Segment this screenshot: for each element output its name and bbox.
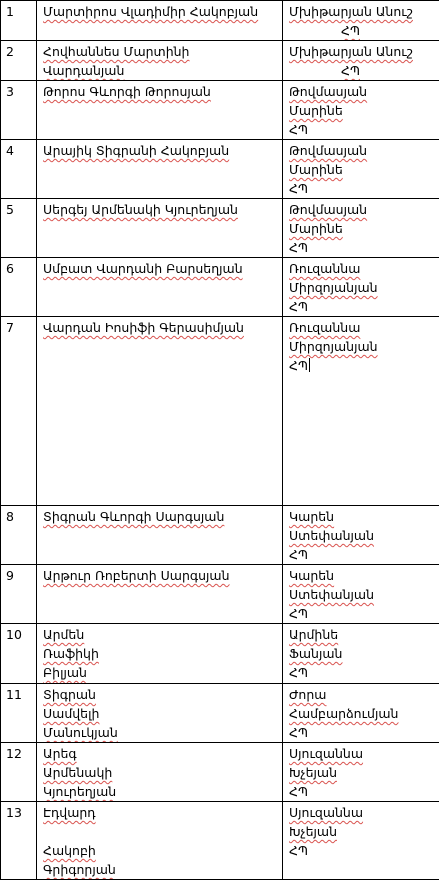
table-row [1, 506, 439, 565]
student-name-line: Արայիկ Տիգրանի Հակոբյան [43, 143, 229, 158]
student-name-line: Հակոբի [43, 843, 96, 858]
teacher-cell[interactable] [283, 258, 439, 317]
row-number: 4 [6, 141, 30, 160]
row-number: 10 [6, 625, 30, 644]
teacher-name-line: ՀՊ [289, 843, 308, 858]
student-name-cell[interactable] [37, 199, 283, 258]
row-number-cell [1, 258, 37, 317]
teacher-name-line: Ստեփանյան [289, 528, 374, 543]
student-name-cell[interactable] [37, 802, 283, 880]
table-row [1, 1, 439, 41]
table-row [1, 258, 439, 317]
table-row [1, 684, 439, 743]
teacher-name-line: Թովմասյան [289, 202, 367, 217]
row-number: 6 [6, 259, 30, 278]
row-number-cell [1, 802, 37, 880]
row-number-cell [1, 199, 37, 258]
table-row [1, 802, 439, 880]
student-name-line: Կյուրեղյան [43, 784, 116, 799]
teacher-name-line: Ռուզաննա [289, 320, 360, 335]
teacher-cell[interactable] [283, 317, 439, 506]
row-number: 11 [6, 685, 30, 704]
teacher-cell[interactable] [283, 684, 439, 743]
table-row [1, 41, 439, 81]
student-name-line: Արմենակի [43, 765, 112, 780]
teacher-name-line: ՀՊ [289, 547, 308, 562]
table-row [1, 317, 439, 506]
student-name-line: Արեգ [43, 746, 77, 761]
teacher-name-line: ՀՊ [289, 358, 308, 373]
row-number-cell [1, 743, 37, 802]
table-row [1, 565, 439, 624]
teacher-name-line: Մարինե [289, 221, 343, 236]
teacher-cell[interactable] [283, 81, 439, 140]
table-row [1, 743, 439, 802]
student-name-cell[interactable] [37, 81, 283, 140]
teacher-name-line: ՀՊ [289, 181, 308, 196]
text-caret [309, 358, 310, 372]
student-name-line: Տիգրան Գևորգի Սարգսյան [43, 509, 224, 524]
row-number: 3 [6, 82, 30, 101]
teacher-name-line: ՀՊ [289, 240, 308, 255]
teacher-name-line: ՀՊ [289, 122, 308, 137]
student-name-line: Արմեն [43, 627, 84, 642]
student-name-cell[interactable] [37, 258, 283, 317]
teacher-name-line: Մարինե [289, 162, 343, 177]
teacher-cell[interactable] [283, 565, 439, 624]
row-number: 12 [6, 744, 30, 763]
student-name-line: Արթուր Ռոբերտի Սարգսյան [43, 568, 230, 583]
student-name-cell[interactable] [37, 565, 283, 624]
row-number-cell [1, 140, 37, 199]
teacher-name-line: Թովմասյան [289, 143, 367, 158]
teacher-name-line: Կարեն [289, 509, 334, 524]
row-number-cell [1, 41, 37, 81]
row-number-cell [1, 317, 37, 506]
teacher-name-line: ՀՊ [289, 665, 308, 680]
teacher-name-line: Մարինե [289, 103, 343, 118]
student-name-line: Մանուկյան [43, 725, 118, 740]
student-name-line: Մարտիրոս Վլադիմիր Հակոբյան [43, 4, 258, 19]
teacher-cell[interactable] [283, 41, 439, 81]
row-number-cell [1, 624, 37, 684]
student-name-line: Ռաֆիկի [43, 646, 99, 661]
student-name-cell[interactable] [37, 41, 283, 81]
row-number: 8 [6, 507, 30, 526]
teacher-name-line: Խչեյան [289, 765, 337, 780]
teacher-cell[interactable] [283, 802, 439, 880]
teacher-name-line: ՀՊ [341, 63, 360, 78]
teacher-name-line: Թովմասյան [289, 84, 367, 99]
teacher-name-line: Արմինե [289, 627, 338, 642]
teacher-name-line: Ֆանյան [289, 646, 342, 661]
student-name-line: Սամվելի [43, 706, 99, 721]
table-row [1, 140, 439, 199]
teacher-name-line: Խչեյան [289, 824, 337, 839]
teacher-name-line: ՀՊ [289, 606, 308, 621]
teacher-name-line: Համբարձումյան [289, 706, 398, 721]
row-number: 9 [6, 566, 30, 585]
row-number: 5 [6, 200, 30, 219]
teacher-name-line: Սյուզաննա [289, 746, 363, 761]
teacher-name-line: Միրզոյանյան [289, 280, 378, 295]
table-row [1, 624, 439, 684]
teacher-name-line: Ստեփանյան [289, 587, 374, 602]
student-name-cell[interactable] [37, 624, 283, 684]
teacher-cell[interactable] [283, 140, 439, 199]
teacher-cell[interactable] [283, 743, 439, 802]
student-name-line: Գրիգորյան [43, 862, 116, 877]
row-number: 1 [6, 2, 30, 21]
student-name-cell[interactable] [37, 317, 283, 506]
teacher-name-line: Մխիթարյան Անուշ [289, 4, 413, 19]
student-name-cell[interactable] [37, 140, 283, 199]
table-row [1, 199, 439, 258]
teacher-cell[interactable] [283, 624, 439, 684]
student-name-line: Սերգեյ Արմենակի Կյուրեղյան [43, 202, 238, 217]
student-name-line: Սմբատ Վարդանի Բարսեղյան [43, 261, 243, 276]
row-number: 7 [6, 318, 30, 337]
row-number: 13 [6, 803, 30, 822]
row-number-cell [1, 565, 37, 624]
teacher-name-line: Միրզոյանյան [289, 339, 378, 354]
row-number-cell [1, 81, 37, 140]
student-name-line: Թորոս Գևորգի Թորոսյան [43, 84, 211, 99]
table-row [1, 81, 439, 140]
teacher-name-line: ՀՊ [289, 725, 308, 740]
teacher-cell[interactable] [283, 1, 439, 41]
row-number-cell [1, 506, 37, 565]
row-number-cell [1, 684, 37, 743]
student-name-line: Բիլյան [43, 665, 87, 680]
teacher-cell[interactable] [283, 506, 439, 565]
row-number: 2 [6, 42, 30, 61]
student-name-line: Վարդանյան [43, 63, 124, 78]
teacher-name-line: ՀՊ [341, 23, 360, 38]
student-name-cell[interactable] [37, 506, 283, 565]
teacher-name-line: Կարեն [289, 568, 334, 583]
student-name-line: Տիգրան [43, 687, 96, 702]
teacher-name-line: Սյուզաննա [289, 805, 363, 820]
student-name-line: Հովհաննես Մարտինի [43, 44, 189, 59]
teacher-name-line: Ժորա [289, 687, 326, 702]
table-body [1, 1, 439, 880]
student-name-line: Վարդան Իոսիֆի Գերասիմյան [43, 320, 244, 335]
student-name-cell[interactable] [37, 1, 283, 41]
teacher-name-line: Ռուզաննա [289, 261, 360, 276]
student-name-cell[interactable] [37, 684, 283, 743]
teacher-cell[interactable] [283, 199, 439, 258]
teacher-name-line: ՀՊ [289, 784, 308, 799]
student-name-line: Էդվարդ [43, 805, 96, 820]
student-name-cell[interactable] [37, 743, 283, 802]
teacher-name-line: Մխիթարյան Անուշ [289, 44, 413, 59]
teacher-name-line: ՀՊ [289, 299, 308, 314]
row-number-cell [1, 1, 37, 41]
